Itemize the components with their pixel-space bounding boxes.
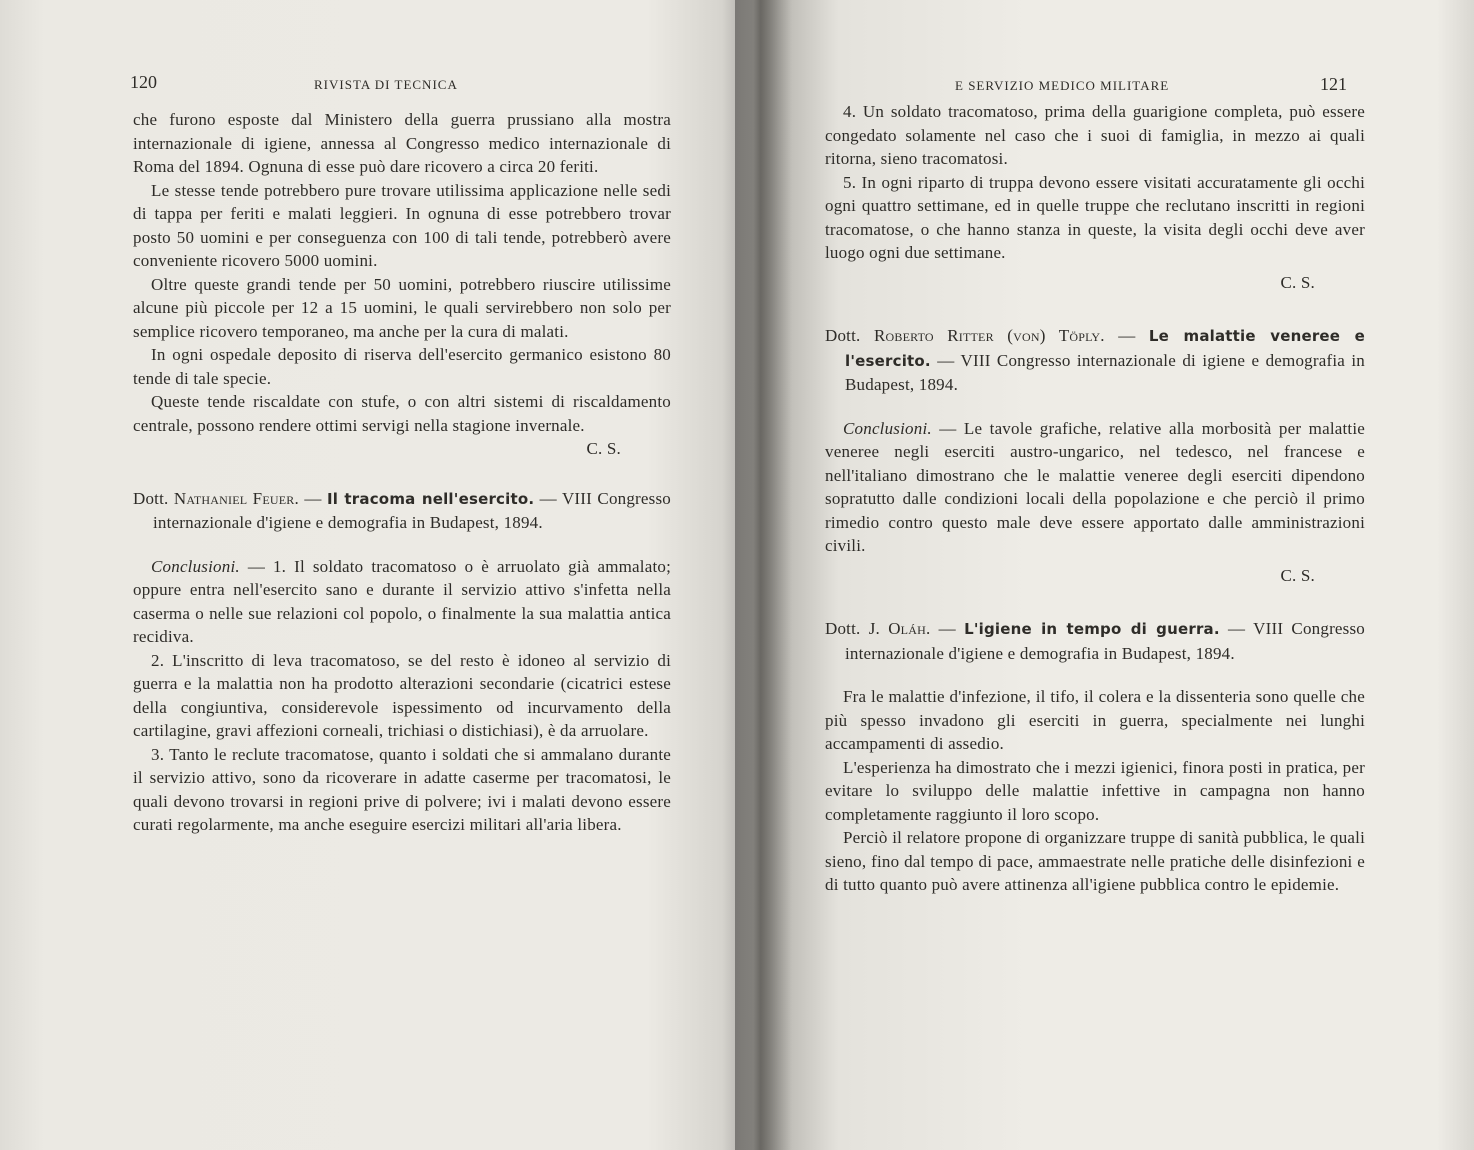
citation-author: Nathaniel Feuer. — [173, 488, 299, 508]
paragraph: Queste tende riscaldate con stufe, o con altri sistemi di riscaldamento centrale, possono rendere ottimi servigi nella stagione invernale. — [133, 392, 671, 435]
conclusions-item: 2. L'inscritto di leva tracomatoso, se del resto è idoneo al servizio di guerra e la malattia non ha prodotto alterazioni secondarie (cicatrici estese della congiuntiva, considerevole ispessimento od incurvamento della cartilagine, gravi affezioni corneali, trichiasi o distichiasi), è da arruolare. — [133, 650, 671, 740]
citation-dash: — — [938, 619, 956, 638]
citation-source: VIII Congresso internazionale d'igiene e demografia in Budapest, 1894. — [845, 619, 1366, 663]
running-title: E SERVIZIO MEDICO MILITARE — [955, 78, 1170, 93]
review-citation — [825, 324, 1365, 397]
conclusions-label: Conclusioni. — [151, 556, 240, 576]
citation-title: L'igiene in tempo di guerra. — [964, 620, 1220, 638]
paragraph: Oltre queste grandi tende per 50 uomini, potrebbero riuscire utilissime alcune più piccole per 12 a 15 uomini, le quali servirebbero non solo per semplice ricovero temporaneo, ma anche per la cura di malati. — [133, 274, 671, 341]
right-page-body — [825, 100, 1365, 897]
conclusions-item: 4. Un soldato tracomatoso, prima della guarigione completa, può essere congedato solamente nel caso che i suoi di famiglia, in mezzo ai quali ritorna, sieno tracomatosi. — [825, 102, 1365, 168]
paragraph: L'esperienza ha dimostrato che i mezzi igienici, finora posti in pratica, per evitare lo sviluppo delle malattie infettive in campagna non hanno completamente raggiunto il loro scopo. — [825, 757, 1365, 824]
citation-prefix: Dott. — [133, 488, 169, 508]
conclusions-label: Conclusioni. — [843, 418, 932, 438]
citation-author: Oláh. — [888, 619, 931, 638]
citation-prefix: Dott. J. — [825, 619, 880, 638]
running-title: RIVISTA DI TECNICA — [314, 77, 458, 92]
citation-dash: — — [937, 350, 955, 370]
citation-source: VIII Congresso internazionale di igiene e demografia in Budapest, 1894. — [845, 350, 1365, 394]
review-citation — [133, 487, 671, 535]
conclusions-item: — 1. Il soldato tracomatoso o è arruolato già ammalato; oppure entra nell'esercito sano e durante il servizio attivo s'infetta nella caserma o nelle sue relazioni col popolo, o finalmente la sua malattia antica recidiva. — [133, 556, 672, 646]
signature: C. S. — [1280, 565, 1315, 585]
conclusions-paragraph — [825, 417, 1365, 558]
paragraph: In ogni ospedale deposito di riserva dell'esercito germanico esistono 80 tende di tale specie. — [133, 345, 671, 388]
signature: C. S. — [1280, 272, 1315, 292]
citation-dash: — — [304, 488, 322, 508]
book-gutter-shadow — [722, 0, 792, 1150]
conclusions-item: 3. Tanto le reclute tracomatose, quanto i soldati che si ammalano durante il servizio attivo, sono da ricoverare in adatte caserme per tracomatosi, le quali devono trovarsi in regioni prive di polvere; ivi i malati devono essere curati regolarmente, ma anche eseguire esercizi militari all'aria libera. — [133, 744, 671, 834]
citation-author: Roberto Ritter (von) Töply. — [873, 326, 1105, 345]
paragraph: che furono esposte dal Ministero della guerra prussiano alla mostra internazionale di igiene, annessa al Congresso medico internazionale di Roma del 1894. Ognuna di esse può dare ricovero a circa 20 feriti. — [133, 110, 671, 176]
conclusions-text: — Le tavole grafiche, relative alla morbosità per malattie veneree negli eserciti austro-ungarico, nel tedesco, nel francese e nell'italiano dimostrano che le malattie veneree degli eserciti dipendono sopratutto dalle condizioni locali della popolazione e che perciò il primo rimedio contro questo male deve essere apportato dalle amministrazioni civili. — [825, 418, 1366, 555]
conclusions-item: 5. In ogni riparto di truppa devono essere visitati accuratamente gli occhi ogni quattro settimane, ed in quelle truppe che reclutano inscritti in regioni tracomatose, o che hanno stanza in queste, la visita degli occhi deve aver luogo ogni due settimane. — [825, 172, 1365, 262]
review-citation — [825, 617, 1365, 665]
citation-title: Le malattie veneree e l'esercito. — [845, 327, 1365, 370]
left-page-header — [130, 72, 480, 93]
left-page-body — [133, 108, 671, 837]
signature: C. S. — [586, 439, 621, 458]
conclusions-paragraph — [133, 555, 671, 649]
page-number: 121 — [1320, 74, 1347, 94]
citation-title: Il tracoma nell'esercito. — [326, 489, 535, 508]
paragraph: Le stesse tende potrebbero pure trovare utilissima applicazione nelle sedi di tappa per feriti e malati leggieri. In ognuna di esse potrebbero trovar posto 50 uomini e per conseguenza con 100 di tali tende, potrebberò avere conveniente ricovero 5000 uomini. — [133, 180, 671, 270]
left-page — [0, 0, 735, 1150]
citation-prefix: Dott. — [825, 326, 861, 345]
citation-source: VIII Congresso internazionale d'igiene e demografia in Budapest, 1894. — [153, 488, 671, 532]
page-number: 120 — [130, 72, 157, 92]
paragraph: Perciò il relatore propone di organizzare truppe di sanità pubblica, le quali sieno, fino dal tempo di pace, ammaestrate nelle pratiche delle disinfezioni e di tutto quanto può avere attinenza all'igiene pubblica contro le epidemie. — [825, 828, 1365, 894]
citation-dash: — — [1228, 619, 1246, 638]
citation-dash: — — [539, 488, 557, 508]
paragraph: Fra le malattie d'infezione, il tifo, il colera e la dissenteria sono quelle che più spesso invadono gli eserciti in guerra, specialmente nei lunghi accampamenti di assedio. — [825, 687, 1365, 753]
citation-dash: — — [1118, 326, 1136, 345]
